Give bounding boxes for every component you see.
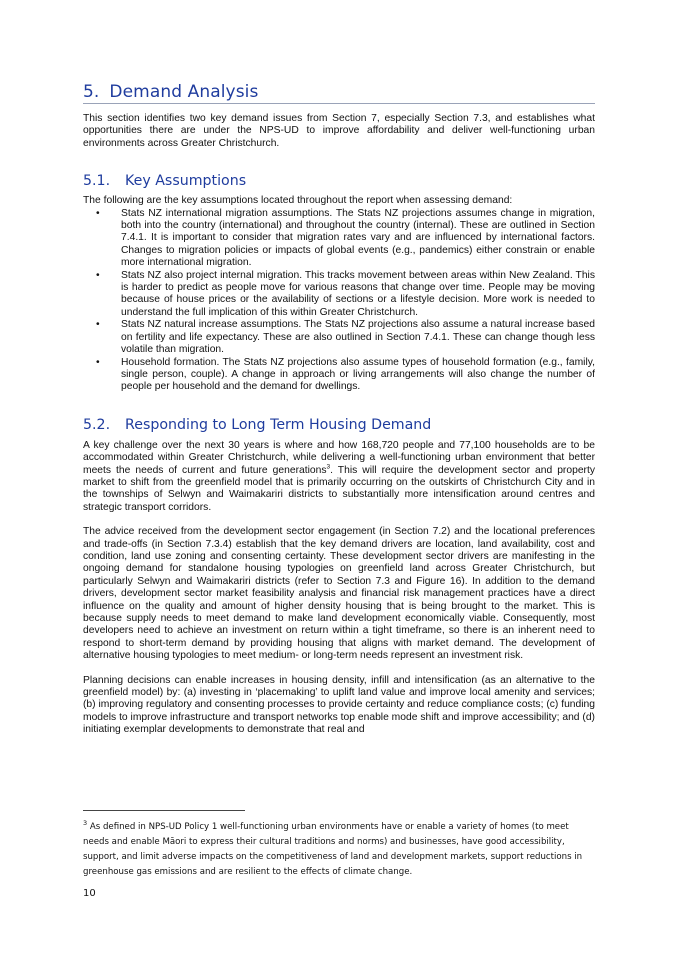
subsection-heading-housing-demand [83, 417, 595, 433]
bullet-icon: • [96, 319, 100, 331]
footnote-text: As defined in NPS-UD Policy 1 well-functioning urban environments have or enable a variety of homes (to meet needs and enable Māori to express their cultural traditions and norms) and businesses, have good accessibility, support, and limit adverse impacts on the competitiveness of land and development markets, support reductions in greenhouse gas emissions and are resilient to the effects of climate change. [83, 822, 583, 877]
section-heading [83, 82, 595, 104]
list-item-text: Stats NZ also project internal migration. This tracks movement between areas within New Zealand. This is harder to predict as people move for various reasons that change over time. People may be moving because of house prices or the availability of sections or a lifestyle decision. More work is needed to understand the full implication of this within Greater Christchurch. [121, 269, 595, 318]
footnote-divider [83, 810, 245, 811]
list-item-text: Stats NZ natural increase assumptions. The Stats NZ projections also assume a natural increase based on fertility and life expectancy. These are also outlined in Section 7.4.1. These can change though less volatile than migration. [121, 319, 595, 356]
section-number: 5. [83, 82, 100, 102]
bullet-icon: • [96, 356, 100, 368]
section-title: Demand Analysis [109, 82, 259, 102]
paragraph-text: . This will require the development sector and property market to shift from the greenfield model that is primarily occurring on the outskirts of Christchurch City and in the townships of Selwyn and Waimakariri districts to substantially more intensification around centres and strategic transport corridors. [83, 464, 595, 513]
subsection-heading-key-assumptions [83, 173, 595, 189]
page-number: 10 [83, 888, 96, 899]
list-item [83, 208, 595, 270]
paragraph-challenge [83, 440, 595, 514]
footnote [83, 820, 593, 880]
subsection-number: 5.1. [83, 173, 111, 190]
list-item-text: Household formation. The Stats NZ projections also assume types of household formation (e.g., family, single person, couple). A change in approach or living arrangements will also change the number of people per household and the demand for dwellings. [121, 356, 595, 393]
list-item [83, 357, 595, 394]
assumptions-lead: The following are the key assumptions located throughout the report when assessing demand: [83, 195, 513, 207]
footnote-marker: 3 [83, 819, 88, 828]
page-body [83, 82, 595, 737]
bullet-icon: • [96, 207, 100, 219]
subsection-number: 5.2. [83, 416, 111, 433]
list-item-text: Stats NZ international migration assumptions. The Stats NZ projections assumes change in migration, both into the country (international) and throughout the country (internal). These are outlined in Section 7.4.1. It is important to consider that migration rates vary and are influenced by international factors. Changes to migration policies or impacts of global events (e.g., pandemics) either constrain or enable more international migration. [121, 207, 595, 269]
list-item [83, 270, 595, 320]
bullet-icon: • [96, 269, 100, 281]
subsection-title: Responding to Long Term Housing Demand [125, 416, 432, 433]
assumptions-list [83, 208, 595, 394]
paragraph-demand-drivers: The advice received from the development sector engagement (in Section 7.2) and the locational preferences and trade-offs (in Section 7.3.4) establish that the key demand drivers are location, land availability, cost and condition, land use zoning and consenting certainty. These development sector drivers are manifesting in the ongoing demand for standalone housing typologies on greenfield land across Greater Christchurch, but particularly Selwyn and Waimakariri districts (refer to Section 7.3 and Figure 16). In addition to the demand drivers, development sector market feasibility analysis and financial risk management practices have a direct influence on the quality and amount of higher density housing that is being brought to the market. This is because supply needs to meet demand to make land development economically viable. Consequently, most developers need to achieve an investment on return within a tight timeframe, so there is an inherent need to respond to short-term demand by providing housing that aligns with market demand. The development of alternative housing typologies to meet medium- or long-term needs represent an investment risk. [83, 526, 595, 662]
list-item [83, 319, 595, 356]
paragraph-planning-decisions: Planning decisions can enable increases in housing density, infill and intensification (as an alternative to the greenfield model) by: (a) investing in ‘placemaking’ to uplift land value and improve local amenity and services; (b) improving regulatory and consenting processes to provide certainty and reduce compliance costs; (c) funding models to improve infrastructure and transport networks top enable mode shift and improve accessibility; and (d) initiating exemplar developments to demonstrate that real and [83, 674, 595, 736]
section-intro: This section identifies two key demand issues from Section 7, especially Section 7.3, and establishes what opportunities there are under the NPS-UD to improve affordability and deliver well-functioning urban environments across Greater Christchurch. [83, 113, 595, 149]
subsection-title: Key Assumptions [125, 173, 247, 190]
paragraph-text: A key challenge over the next 30 years is where and how 168,720 people and 77,100 households are to be accommodated within Greater Christchurch, while delivering a well-functioning urban environment that better meets the needs of current and future generations [83, 439, 595, 476]
footnote-reference[interactable]: 3 [326, 463, 331, 471]
